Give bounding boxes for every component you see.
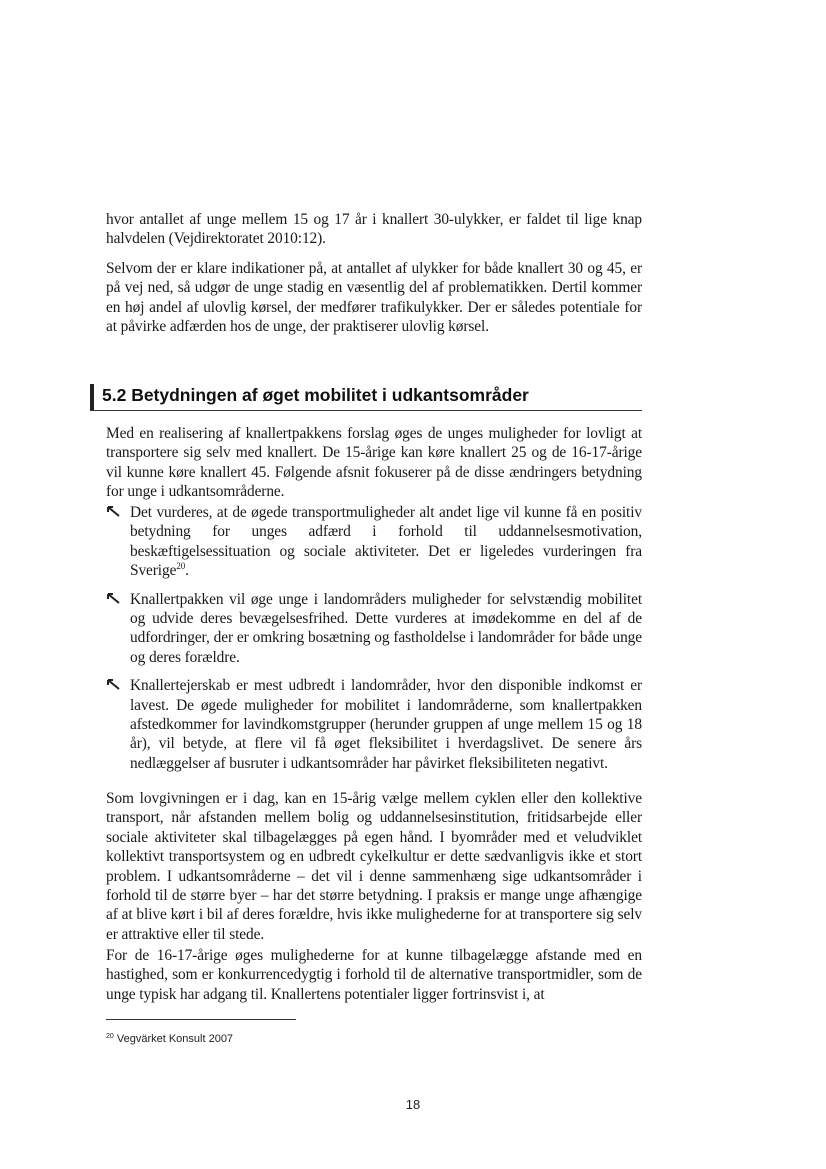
list-item-text bbox=[130, 503, 642, 581]
bullet-list bbox=[106, 503, 642, 782]
paragraph-selvom bbox=[106, 259, 642, 337]
paragraph-med bbox=[106, 424, 642, 502]
list-item-text: Knallertpakken vil øge unge i landområders muligheder for selvstændig mobilitet og udvide deres bevægelsesfrihed. Dette vurderes at imødekomme en del af de udfordringer, der er omkring bosætning og fastholdelse i landområder for både unge og deres forældre. bbox=[130, 590, 642, 666]
paragraph-text: Selvom der er klare indikationer på, at antallet af ulykker for både knallert 30 og 45, er på vej ned, så udgør de unge stadig en væsentlig del af problematikken. Dertil kommer en høj andel af ulovlig kørsel, der medfører trafikulykker. Der er således potentiale for at påvirke adfærden hos de unge, der praktiserer ulovlig kørsel. bbox=[106, 260, 642, 336]
list-item bbox=[106, 503, 642, 581]
heading-bar bbox=[90, 384, 94, 410]
list-item bbox=[106, 590, 642, 668]
list-item-tail: . bbox=[185, 562, 189, 580]
paragraph-som bbox=[106, 789, 642, 944]
arrow-bullet-icon bbox=[107, 505, 121, 519]
paragraph-text: For de 16-17-årige øges mulighederne for at kunne tilbagelægge afstande med en hastighed, som er konkurrencedygtig i forhold til de alternative transportmidler, som de unge typisk har adgang til. Knallertens potentialer ligger fortrinsvist i, at bbox=[106, 947, 642, 1003]
footnote-divider bbox=[106, 1019, 296, 1020]
arrow-bullet-icon bbox=[107, 678, 121, 692]
footnote bbox=[106, 1033, 233, 1045]
list-item-text: Knallertejerskab er mest udbredt i landområder, hvor den disponible indkomst er lavest. De øgede muligheder for mobilitet i landområderne, som knallertpakken afstedkommer for lavindkomstgrupper (herunder gruppen af unge mellem 15 og 18 år), vil betyde, at flere vil få øget fleksibilitet i hverdagslivet. De senere års nedlæggelser af busruter i udkantsområder har påvirket fleksibiliteten negativt. bbox=[130, 677, 642, 772]
section-heading bbox=[90, 384, 642, 411]
list-item-body: Det vurderes, at de øgede transportmuligheder alt andet lige vil kunne få en positiv betydning for unges adfærd i forhold til uddannelsesmotivation, beskæftigelsessituation og sociale aktiviteter. Det er ligeledes vurderingen fra Sverige bbox=[130, 504, 642, 580]
paragraph-text: Med en realisering af knallertpakkens forslag øges de unges muligheder for lovligt at transportere sig selv med knallert. De 15-årige kan køre knallert 25 og de 16-17-årige vil kunne køre knallert 45. Følgende afsnit fokuserer på de disse ændringers betydning for unge i udkantsområderne. bbox=[106, 425, 642, 501]
paragraph-intro bbox=[106, 210, 642, 249]
paragraph-text: Som lovgivningen er i dag, kan en 15-årig vælge mellem cyklen eller den kollektive transport, når afstanden mellem bolig og uddannelsesinstitution, fritidsarbejde eller sociale aktiviteter skal tilbagelægges på egen hånd. I byområder med et veludviklet kollektivt transportsystem og en udbredt cykelkultur er dette sædvanligvis ikke et stort problem. I udkantsområderne – det vil i denne sammenhæng sige udkantsområder i forhold til de større byer – har det større betydning. I praksis er mange unge afhængige af at blive kørt i bil af deres forældre, hvis ikke mulighederne for at transportere sig selv er attraktive eller til stede. bbox=[106, 790, 642, 943]
section-heading-text: 5.2 Betydningen af øget mobilitet i udkantsområder bbox=[102, 385, 529, 405]
footnote-ref: 20 bbox=[176, 561, 186, 572]
footnote-number: 20 bbox=[106, 1033, 114, 1040]
page-number: 18 bbox=[405, 1097, 421, 1112]
paragraph-text: hvor antallet af unge mellem 15 og 17 år i knallert 30-ulykker, er faldet til lige knap halvdelen (Vejdirektoratet 2010:12). bbox=[106, 211, 642, 248]
footnote-text: Vegvärket Konsult 2007 bbox=[116, 1033, 234, 1045]
list-item bbox=[106, 676, 642, 773]
paragraph-for bbox=[106, 946, 642, 1004]
arrow-bullet-icon bbox=[107, 592, 121, 606]
